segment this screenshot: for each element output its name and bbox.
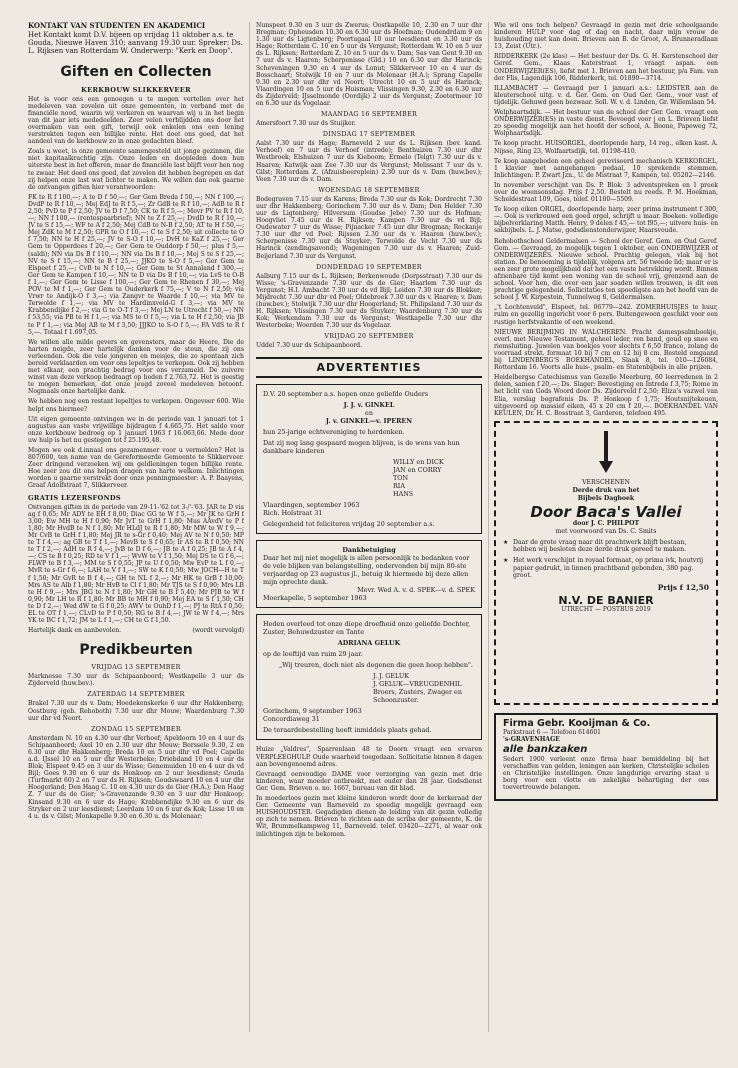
bijbel-price: Prijs f 12,50 (657, 582, 709, 592)
classified-ad: In moederloos gezin met kleine kinderen wordt door de kerkeraad der Ger. Gemeente van Barneveld zo spoedig mogelijk gevraagd een HUISHOUDSTER. Gegadigden dienen de leiding van dit gezin volledig op zich te nemen. Brieven te richten aan de scriba der gemeente, K. de Wit, Brummelkampweg 11, Barneveld. telef. 03420—2271, al waar ook inlichtingen zijn te bekomen. (256, 795, 482, 838)
day-heading: DINSDAG 17 SEPTEMBER (322, 131, 416, 139)
kooijman-city: 's-GRAVENHAGE (503, 735, 560, 743)
classified-ad: Wie wil ons toch helpen? Gevraagd in gezin met drie schoolgaande kinderen HULP voor dag of dag en nacht, daar mijn vrouw de huishouding niet kan doen. Brieven aan B. de Groot, A. Brunneradlaan 13, Zeist (Utr.). (494, 22, 718, 51)
classified-ad: ILLAMBACHT — Gevraagd per 1 januari a.s.: LEIDSTER aan de kleuterschool uitg. v. d. Ger. Gem. en Oud Ger. Gem., voor vast of tijdelijk. Gehuwd geen bezwaar. Soll. W. v. d. Linden, Gr. Willemlaan 54. (494, 84, 718, 106)
anniversary-ad (256, 384, 482, 534)
day-heading: MAANDAG 16 SEPTEMBER (320, 111, 418, 119)
day-text: Brakel 7.30 uur ds v. Dam; Hoedekenskerke 6 uur dhr Hakkenberg; Oostburg (geb. Rehoboth) 7.30 uur dhr Mouw; Waardenburg 7.30 uur dhr vd Noort. (28, 700, 244, 722)
classified-ad: Te koop pracht. HUISORGEL, doorlopende harp, 14 reg., elken kast. A. Nijsse, Ring 23, Wolfaartsdijk, tel. 01198-410. (494, 140, 718, 155)
obituary-intro: Heden overleed tot onze diepe droefheid onze geliefde Dochter, Zuster, Behuwdzuster en Tante (263, 620, 471, 637)
child-name: RIA (393, 482, 405, 491)
bijbel-title: Door Baca's Vallei (530, 502, 682, 521)
giften-title: Giften en Collecten (60, 63, 212, 80)
anniversary-children (263, 458, 475, 498)
arrow-down-icon (503, 431, 709, 477)
child-name: TON (393, 474, 409, 483)
classified-ad: NIEUWE BERIJMING IN WALCHEREN. Pracht damespsalmboekje, everl. met Nieuwe Testament, geheel leder, ren band, goud op snee en riemsluiting. Juwelen van boekjes voor slechts f 6,50 franco, zolang de voorraad strekt. formaat 10 bij 7 cm en 12 bij 8 cm. Besteld omgaand bij LINDENBERG'S BOEKHANDEL, Slaak 8, tel. 010—126084, Rotterdam 16. Voorts alle huis-, psalm- en Statenbijbels in alle prijzen. (494, 328, 718, 372)
child-name: JAN en CORRY (393, 466, 442, 475)
dankbetuiging-heading: Dankbetuiging (342, 546, 396, 555)
dankbetuiging-place: Moerkapelle, 5 september 1963 (263, 594, 367, 603)
day-heading: VRIJDAG 20 SEPTEMBER (324, 333, 414, 341)
day-heading: VRIJDAG 13 SEPTEMBER (91, 664, 181, 672)
obituary-age: op de leeftijd van ruim 29 jaar. (263, 650, 363, 659)
classified-ad: „'t Lochtenveld", Elspeet, tel. 06779—242. ZOMERHUISJES te huur, ruim en gezellig ingericht voor 6 pers. Buitengewoon geschikt voor een rustige herfstvakantie of een weekend. (494, 304, 718, 326)
classified-ad: Te koop eiken ORGEL, doorlopende harp, zeer prima instrument f 300,—. Ook is verkrouwd een goed orgel, schrijft u maar. Boeken: volledige bijbelverklaring Matth. Henry, 9 delen f 45,— tot f95,—; uitvere huis- en sakbijbels. L. J. Matse, godsdienstonderwijzer, Haarsvoude. (494, 206, 718, 235)
advertenties-banner: ADVERTENTIES (256, 357, 482, 378)
day-heading: WOENSDAG 18 SEPTEMBER (318, 186, 420, 194)
obituary-address: Concordiaweg 31 (263, 715, 320, 724)
day-text: Aalburg 7.15 uur ds L. Rijksen; Berkenwoude (Dorpsstraat) 7.30 uur ds Wisse; 's-Gravenzande 7.30 uur ds de Gier; Haarlem 7.30 uur ds Vergunst; H.I. Ambacht 7.30 uur ds vd Bijl; Leiden 7.30 uur ds Blokker; Mijdrecht 7.30 uur dhr vd Poel; Oldebroek 7.30 uur ds v. Haaren; v. Dam (huw.bev.); Stolwijk 7.30 uur dhr Hoogerland; St. Philipsland 7.30 uur ds H. Rijksen; Vlissingen 7.30 uur ds Stuyker; Waardenburg 7.30 uur ds Kok; Werkendam 7.30 uur ds Vergunst; Westkapelle 7.30 uur dhr Westerbeke; Woerden 7.30 uur ds Vogelaar. (256, 272, 482, 330)
gratis-continued: (wordt vervolgd) (192, 627, 244, 635)
obituary-verse: „Wij treuren, doch niet als degenen die geen hoop hebben". (279, 661, 473, 670)
day-text: Aalst 7.30 uur ds Hage; Barneveld 2 uur ds L. Rijksen (bev. kand. Verhoef) en 7 uur ds Verhoef (intrede); Benthuizen 7.30 uur dhr Westbroek; Elshuizen 7 uur ds Kieboom; Ermelo (Telgt) 7.30 uur ds v. Haaren; Katwijk aan Zee 7.30 uur ds Vergunst; Melissant 7 uur ds v. Gilst; Rotterdam Z. (Afzuisbeereplein) 2.30 uur ds v. Dam (huw.bev.); Veen 7.30 uur ds v. Dam. (256, 140, 482, 183)
kooijman-ad (494, 713, 718, 802)
anniversary-address: Rich. Holstraat 31 (263, 509, 323, 518)
kooijman-slogan: alle bankzaken (503, 743, 588, 755)
day-heading: DONDERDAG 19 SEPTEMBER (316, 263, 422, 271)
bijbel-dagboek: Bijbels Dagboek (577, 494, 635, 502)
bijbel-bullet: ★ Het werk verschijnt in royaal formaat, op prima ivk, houtvrij papier gedrukt, in linnen prachtband gebonden, 380 pag. groot. (503, 557, 709, 580)
kooijman-text: Sedert 1900 verleent onze firma haar bemiddeling bij het verschaffen van gelden, leningen aan kerken, Christelijke scholen en Christelijke instellingen. Onze langdurige ervaring staat u borg voor een vlotte en zakelijke behartiging der ons toevertrouwde belangen. (503, 755, 709, 792)
day-text: Bodegraven 7.15 uur ds Karens; Breda 7.30 uur ds Kok; Dordrecht 7.30 uur dhr Hakkenberg; Gorinchem 7.30 uur ds v. Dam; Den Helder 7.30 uur ds Ligtenberg; Hilversum (Goudse Jebe) 7.30 uur ds Hofman; Hoogvliet 7.45 uur ds H. Rijksen; Kampen 7.30 uur ds vd Bijl; Oudewater 7 uur ds Wisse; Pijnacker 7.45 uur dhr Bregman; Rockanje 7.30 uur dhr vd Poel; Rijssen 2.30 uur ds v. Haaren (huw.bev.); Scherpenisse 7.30 uur ds Stuyker; Terwolde de Vecht 7.30 uur ds Harinck (zendingsavond); Wageningen 7.30 uur ds v. Haaren; Zuid-Beijerland 7.30 uur ds Vergunst. (256, 195, 482, 260)
bijbel-address: UTRECHT — POSTBUS 2019 (561, 606, 651, 614)
kontakt-heading: KONTAKT VAN STUDENTEN EN AKADEMICI (28, 22, 206, 30)
obituary-funeral: De teraardebestelling heeft inmiddels plaats gehad. (263, 726, 432, 735)
classified-ad: Huize „Valdres", Sparrenlaan 48 te Doorn vraagt een ervaren VERPLEEGHULP. Oude waarheid toegedaan. Sollicitatie binnen 8 dagen aan bovengenoemd adres. (256, 746, 482, 768)
gratis-text: Ontvangen giften in de periode van 29-11-'62 tot 3-/'-'63. JAR te D via ag f 0,65; Mr ADY te EH f 8,00; Diac GG te W f 5,—; Mr JK te GrH f 3,00; Ew MH te H f 0,90; Mr JvT te GrH f 1,80; Mus AAvdV te P f 1,80; Mr HvdB te N f 1,80; Mr HLdJ te R f 1,80; Mr MW te W f 9,—; Mr CvB te GrH f 1,80; Mej JR te s-Gr f 0,40; Mej AV te N f 0,50; MP te T f 4,—; ag GB te T f 1,—; MevB te S f 0,65; Ir AS te R f 0,50; NN te T f 2,—; AdH te R f 4,—; JvB te D f 6,—; JB te A f 0,25; JB te A f 4,—; CS te B f 0,25; RD te V f 1,—; WvW te V f 1,50; Mej DS te G f 6,—; FLWP te B f 3,—; MM te S f 0,55; JP te U f 0,50; Mw EvP te L f 0,—; MvR te s-Gr f 6,—; LAH te V f 1,—; SW te K f 0,50; Mw JOCH—H te T f 1,50; Mr GvR te B f 4,—; GH te NL f 2,—; Mr HK te GrB f 10,00; Mrs AS te Alb f 1,80; Mr HvB te Cl f 1,80; Mr TJS te S f 0,90; Mrs LB te H f 9,—; Mrs JBG te N f 1,80; Mr GH te B f 5,40; Mr PJB te W f 0,90; Mr LH te R f 1,80; Mr BB te MH f 0,90; Mej EA te S f 1,50; CH te D f 2,—; Wed dW te G f 0,25; AWV te OuhD f 1,—; PJ te RtA f 0,50; EL te OT f 1,—; CLvD te P f 0,50; RG te B f 4,—; JW te W f 4,—; Mrs YK te BC f 1,72; JM te L f 1,—; CH te G f 1,50. (28, 503, 244, 625)
anniversary-name-1: J. J. v. GINKEL (343, 401, 395, 410)
kerkbouw-list: FK te R f 100,—; A te D f 50,—; Ger Gem Breda f 50,—; NN f 100,—; DvdP te R f 10,—; Mej EdJ te R f 5,—; Zr GdB te R f 10,—; AdB te R f 2,50; PvD te P f 2,50; JV te D f 7,50; CK te R f 5,—; Mevr PV te R f 10,—; NN f 100,— (rentespaarbrief); NN te Z f 25,—; DvdD te R f 10,—; JV te S f 15,—; WF te A f 2,50; Mej CdB te N-B f 2,50; AT te H f 50,—; Mej ZdK te M f 2,50; GPR te O f 10,—; C te S f 2,50; uit collecte te O f 7,50; NN te H f 25,—; JV te S-O f 10,—; DvH te KaZ f 25,—; Ger Gem te Opperdoes f 20,—; Ger Gem te Ouddorp f 50,—; plus f 5,— (saldi); NN via Ds B f 110,—; NN via Ds B f 10,—; Mej S te S f 25,—; NV te S f 15,—; NN te B f 25,—; JJKO te S-O f 5,—; Ger Gem te Elspeet f 25,—; CvB te N f 10,—; Ger Gem te St Annaland f 300,—; Ger Gem te Kampen f 10,—; NN te D via Ds B f 10,—; via LvS te O-B f 1,—; Ger Gem te Lisse f 100,—; Ger Gem te Rhenen f 30,—; Mej POV te M f 1,—; Ger Gem te Ouderkerk f 75,—; V te N f 2,50; via Vrwr te Andijk-O f 3,—; via Zangvr te Waarde f 10,—; via MV te Terwolde f 1,—; via MV te Hardinxveld-G f 3,—; via MV te Krabbendijke f 2,—; via G te O-T f 3,—; Mej LN te Utrecht f 50,—; NN f 53,55; via PB te H f 1,—; via MS te O f 5,—; via L te H f 2,50; via JB te P f 1,—; via Mej AB te M f 3,50; JJJKO te S-O f 5,—; FA VdS te R f 5,—. Totaal f 1.697,05. (28, 193, 244, 336)
kerkbouw-p2: Zoals u weet, is onze gemeente samengesteld uit jonge gezinnen, die niet kapitaalkrachtig zijn. Onze leden en doopleden doen hun uiterste best in het offeren, maar de financiële last blijft voor hen nog te zwaar. Het deed ons goed, dat zovelen dit hebben begrepen en dat zij helpen onze last wat lichter te maken. We willen dan ook gaarne de ontvangen giften hier verantwoorden: (28, 148, 244, 191)
classified-ad: Gevraagd eenvoudige DAME voor verzorging van gezin met drie kinderen, waar moeder ontbreekt, met ouder dan 28 jaar. Godsdienst Ger. Gem. Brieven o. no. 1667, bureau van dit blad. (256, 770, 482, 792)
anniversary-place: Vlaardingen, september 1963 (263, 501, 360, 510)
classified-ad: Te koop aangeboden een geheel gereviseerd mechanisch KERKORGEL, 1 klavier met aangehangen pedaal, 10 sprekende stemmen. Inlichtingen: P. Zwart Jzn., U. de Mistraat 7, Kampen, tel. 05202—2146. (494, 157, 718, 179)
bijbel-bullet: ★ Daar de grote vraag naar dit prachtwerk blijft bestaan, hebben wij besloten deze derde druk gereed te maken. (503, 539, 709, 554)
gratis-end: Hartelijk dank en aanbevolen. (28, 627, 122, 635)
predikbeurten-title: Predikbeurten (79, 642, 193, 659)
obituary-signer: J. J. GELUK (373, 672, 410, 681)
column-1 (28, 22, 244, 1042)
obituary-signer: Broers, Zusters, Zwager en Schoonzuster. (373, 688, 462, 705)
bijbel-preface: met voorwoord van Ds. C. Smits (555, 527, 657, 535)
day-heading: ZATERDAG 14 SEPTEMBER (87, 691, 185, 699)
bijbel-publisher: N.V. DE BANIER (558, 593, 654, 607)
anniversary-en: en (365, 409, 373, 418)
kerkbouw-heading: KERKBOUW SLIKKERVEER (81, 85, 191, 94)
day-heading: ZONDAG 15 SEPTEMBER (91, 725, 181, 733)
column-divider (488, 22, 489, 1032)
anniversary-line-3: Dat zij nog lang gespaard mogen blijven, is de wens van hun dankbare kinderen (263, 439, 460, 456)
dankbetuiging-sign: Mevr. Wed A. v. d. SPEK—v. d. SPEK (357, 586, 475, 595)
dankbetuiging-text: Daar het mij niet mogelijk is allen persoonlijk te bedanken voor de vele blijken van belangstelling, ondervonden bij mijn 80-ste verjaardag op 23 augustus jl., betuig ik hiermede bij deze allen mijn oprechte dank. (263, 554, 470, 587)
day-text: Amersfoort 7.30 uur ds Stuijker. (256, 120, 356, 128)
obituary-ad (256, 614, 482, 740)
column-2 (256, 22, 482, 1042)
column-3 (494, 22, 718, 1042)
child-name: WILLY en DICK (393, 458, 444, 467)
kerkbouw-p3: We willen alle milde gevers en gevensters, maar de Heere, Die de harten neigde, zeer hartelijk danken voor de steun, die zij ons verleenden. Ook die vele jongeren en meisjes, die zo spontaan zich bereid verklaarden om voor ons lepeltjes te verkopen. Ook zij hebben met elkaar, een prachtig bedrag voor ons verzameld. De zuivere winst van deze verkoop bedraagt op heden f 2.763,72. Het is geestig te mogen bemerken, dat onze jeugd zoveel medeleven betoont. Nogmaals onze hartelijke dank. (28, 338, 244, 396)
kerkbouw-p6: Mogen we ook d.innaal ons gezamenmer voor u vermelden? Het is 807/600, ten name van de Gereformeerde Gemeente te Slikkerveer. Zeer dringend verzoeken wij om geldleningen tegen billijke rente. Hoe zeer zou dit ons helpen dragen van harte welkom. Inlichtingen worden u gaarne verstrekt door onze penningmeester: A. P. Baayens, Graaf Adolfstraat 7, Slikkerveer. (28, 447, 244, 490)
classified-ad: Welphaartsdijk. — Het bestuur van de school der Ger. Gem. vraagt een ONDERWIJZER(ES) in vaste dienst. Bevoegd voor j en L. Brieven liefst zo spoedig mogelijk aan het hoofd der school, A. Boone, Papeweg 72, Wolphaartsdijk. (494, 109, 718, 138)
bijbel-derde-druk: Derde druk van het (572, 486, 640, 494)
kerkbouw-p1: Het is voor ons een genoegen u te mogen vertellen over het medeleven van zovelen uit onze gemeenten, in verband met de financiële nood, waarin wij verkeren en waarvan wij u in het begin van dit jaar iets mededeelden. Zeer velen verblijdden ons door het overmaken van een gift, terwijl ook enkelen ons een lening verstrekten tegen een billijke rente. Het doet ons goed, dat het aandeel van de kerkbouw zo in onze gedachten bleef. (28, 95, 244, 146)
anniversary-reception: Gelegenheid tot feliciteren vrijdag 20 september a.s. (263, 520, 435, 529)
anniversary-intro: D.V. 20 september a.s. hopen onze geliefde Ouders (263, 390, 429, 399)
obituary-signer: J. GELUK—VREUGDENHIL (373, 680, 462, 689)
obituary-name: ADRIANA GELUK (337, 639, 401, 648)
classified-ad: RIDDERKERK (2e klas) — Het bestuur der Ds. G. H. Kerstenschool der Geref. Gem., Klaas Katerstraat 1, vraagt aspan. een ONDERWIJZER(ES), liefst met 1. Brieven aan het bestuur, p/a Fam. van der Flis, Lagendijk 106, Ridderkerk, tel. 01890—3714. (494, 53, 718, 82)
day-text: Uddel 7.30 uur ds Schipaanboord. (256, 342, 363, 350)
child-name: HANS (393, 490, 414, 499)
obituary-place: Gorinchem, 9 september 1963 (263, 707, 362, 716)
kerkbouw-p4: We hebben nog een restant lepeltjes te verkopen. Ongeveer 600. Wie helpt ons hiermee? (28, 398, 244, 413)
gratis-end-line (28, 627, 244, 634)
bijbels-dagboek-ad (494, 421, 718, 705)
gratis-heading: GRATIS LEZERSFONDS (28, 493, 121, 502)
anniversary-name-2: J. v. GINKEL—v. IPEREN (325, 417, 413, 426)
classified-ad: Heidelbergse Catechismus van Gezelle Meerburg, 60 leerredenen in 2 delen, samen f 20,—; Ds. Slager: Bevestiging en Intrede f 3,75; Rome in het licht van Gods Woord door Ds. Zijderveld f 2,50; Eliza's vazwel van Elia, verslag begrafenis Ds. P. Honkoop f 1,75; Houtsnijtekeuen, uitgevoerd op massief eiken, 45 x 20 cm f 20,—. BOEKHANDEL VAN KEULEN, Dr. H. C. Bosstraat 3, Garderen, telefoon 495. (494, 374, 718, 417)
day-text-continued: Nunspeet 9.30 en 3 uur ds Zwerus; Oostkapelle 10, 2.30 en 7 uur dhr Bregman; Opheusden 10.30 en 6.30 uur ds Hoefman; Oudendrdam 9 en 1.30 uur ds Ligtenberg; Poortugaal 10 uur leesdienst en 3.30 uur ds Hage; Rotterdam C. 10 en 5 uur ds Vergunst; Rotterdam W. 10 en 5 uur ds L. Rijksen; Rotterdam Z. 10 en 5 uur ds v. Dam; Sas van Gent 9.30 en 7 uur ds v. Haaren; Scherpenisse (Gld.) 10 en 6.30 uur dhr Harinck; Scheveningen 9.30 en 4 uur ds Lonut; Slikkerveer 10 en 4 uur ds Bosschaart; Stolwijk 10 en 7 uur ds Molenaar (H.A.); Sprang Capelle 9.30 en 2.30 uur dhr vd Noort; Utrecht 10 en 5 uur ds Harinck; Vlaardingen 10 en 5 uur ds Huisman; Vlissingen 9.30, 2.30 en 6.30 uur ds Zijderveld; IJsselmonde (Oordijk) 2 uur ds Vergunst; Zoetermeer 10 en 6.30 uur ds Vogelaar. (256, 22, 482, 108)
day-text: Marknesse 7.30 uur ds Schipaanboord; Westkapelle 3 uur ds Zijderveld (huw.bev.). (28, 673, 244, 688)
bijbel-verschenen: VERSCHENEN (582, 478, 630, 486)
obituary-signers (263, 672, 475, 704)
kerkbouw-p5: Uit eigen gemeente ontvingen we in de periode van 1 januari tot 1 augustus aan vaste vrijwillige bijdragen f 4.665,75. Het saldo voor onze kerkbouw bedroeg op 1 januari 1963 f 16.063,66. Mede door uw hulp is het nu gestegen tot f 25.195,48. (28, 415, 244, 444)
column-divider (249, 22, 250, 1032)
anniversary-line-2: hun 25-jarige echtvereniging te herdenken. (263, 428, 405, 437)
kontakt-text: Het Kontakt komt D.V. bijeen op vrijdag 11 oktober a.s. te Gouda, Nieuwe Haven 310; aanvang 19.30 uur. Spreker: Ds. L. Rijksen van Rotterdam W. Onderwerp: "Kerk en Doop". (28, 31, 243, 56)
kooijman-name: Firma Gebr. Kooijman & Co. (503, 717, 651, 729)
classified-ad: In november verschijnt van Ds. P. Blok: 3 adventspreken en 1 preek over de woensonsdag. Prijs f 2,50. Bestelt nu reeds. P. M. Hoekman, Scheldestraat 109, Goes, telef. 01100—5509. (494, 181, 718, 204)
day-text: Amsterdam N. 10 en 4.30 uur dhr Verhoef; Apeldoorn 10 en 4 uur ds Schipaanboord; Axel 10 en 2.30 uur dhr Mouw; Borssele 9.30, 2 en 6.30 uur dhr Hakkenberg; Breda 10 en 5 uur dhr vd Poel; Capelle a.d. IJssel 10 en 5 uur dhr Westerbeke; Driebdand 10 en 4 uur ds Blok; Elspeet 9.45 en 3 uur ds Wisse; Genemuiden 10 en 4 uur ds vd Bijl; Goes 9.30 en 6 uur ds Honkoop en 2 uur leesdienst; Gouda (Turfmarkt 60) 2 en 7 uur ds H. Rijksen; Goudswaard 10 en 4 uur dhr Hoogerland; Den Haag C. 10 en 4.30 uur ds de Gier (H.A.); Den Haag Z. 7 uur ds de Gier; 's-Gravenzande 9.30 en 3 uur dhr Honkoop; Kinsand 9.30 en 6 uur ds Hage; Krabbendijke 9.30 en 6 uur ds Stryker en 2 uur leesdienst; Leerdam 10 en 6 uur ds Kok; Lisse 10 en 4 u. ds v. Gilst; Monkapelle 9.30 en 6.30 u. ds Molenaar; (28, 734, 244, 820)
dankbetuiging-ad (256, 540, 482, 608)
kooijman-address: Parkstraat 6 — Telefoon 614601 (503, 728, 601, 736)
bijbel-author: door J. C. PHILPOT (572, 519, 640, 527)
newspaper-page (28, 22, 718, 1042)
classified-ad: Rehobothschool Geldermalsen — School der Geref. Gem. en Oud Geref. Gem. — Gevraagd, zo mogelijk tegen 1 oktober, een ONDERWIJZER of ONDERWIJZERES. Nieuwe school. Prachtig gelegen, vlak bij het station. De benoeming is tijdelijk, volgens art. 56 tweede lid; maar er is een zeer grote mogelijkheid dat het een vaste betrekking wordt. Binnen afzienbare tijd komt een woning van de school vrij, grenzend aan de school. Voor hen, die over een jaar soaden willen trouwen, is dit een prachtige gelegenheid. Sollicitaties ten spoedigste aan het hoofd van de school J. W. Kirpestein, Tunnelweg 8, Geldermalsen. (494, 237, 718, 302)
